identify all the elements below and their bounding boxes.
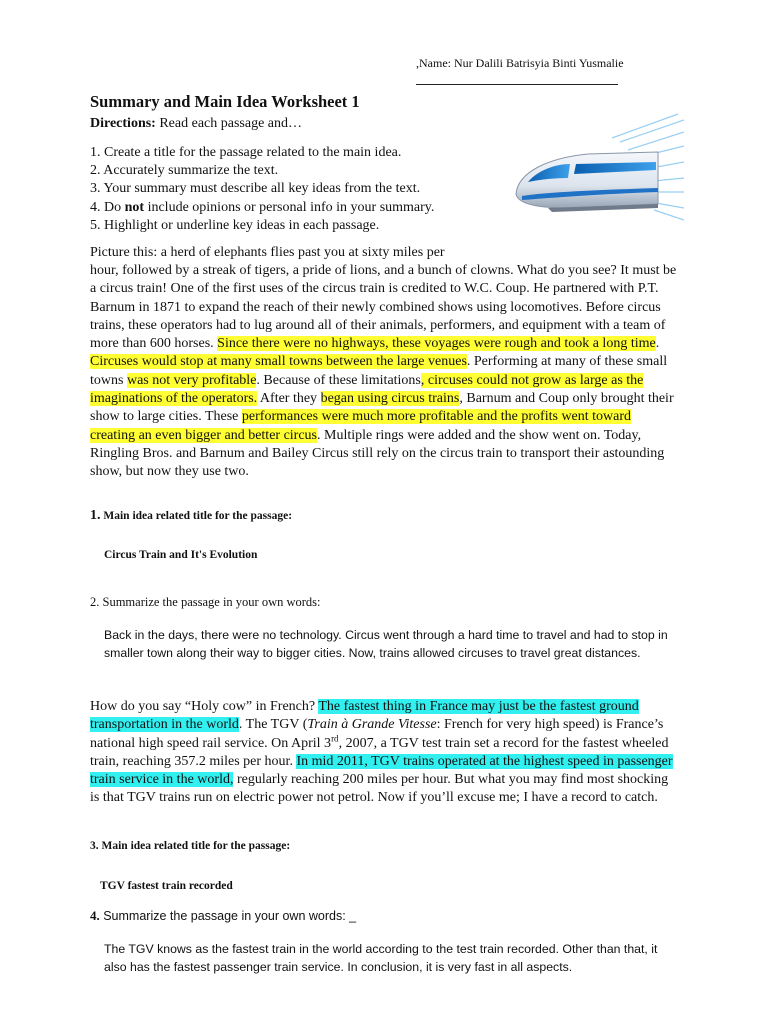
- question-2-answer: Back in the days, there were no technology. Circus went through a hard time to travel and had to stop in smaller town along their way to bigger cities. Now, trains allowed circuses to travel great distances.: [104, 628, 668, 660]
- question-4-answer: The TGV knows as the fastest train in the world according to the test train recorded. Other than that, it also has the fastest passenger train service. In conclusion, it is very fast in all aspects.: [104, 942, 658, 974]
- instruction-step: 5. Highlight or underline key ideas in each passage.: [90, 217, 380, 233]
- name-underline: [416, 84, 618, 85]
- directions-text: Read each passage and…: [155, 116, 303, 131]
- highlight: began using circus trains: [320, 391, 460, 407]
- instruction-list: [90, 144, 434, 235]
- highlight: was not very profitable: [126, 372, 257, 388]
- highlight: The fastest thing in France may just be the fastest ground transportation in the world: [90, 699, 639, 733]
- highlight: In mid 2011, TGV trains operated at the highest speed in passenger train service in the world,: [90, 753, 673, 788]
- question-1-answer: Circus Train and It's Evolution: [104, 549, 258, 561]
- question-4-label: 4. Summarize the passage in your own words: _: [90, 908, 357, 923]
- instruction-step: 1. Create a title for the passage related to the main idea.: [90, 145, 402, 160]
- directions-label: Directions:: [90, 116, 156, 131]
- passage-1: hour, followed by a streak of tigers, a pride of lions, and a bunch of clowns. What do you see? It must be a circus train! One of the first uses of the circus train is credited to W.C. Coup. He partnered with P.T. Barnum in 1871 to expand the reach of their newly combined shows using locomotives. Before circus trains, these operators had to lug around all of their animals, performers, and equipment with a team of more than 600 horses. Since there were no highways, these voyages were rough and took a long time. Circuses would stop at many small towns between the large venues. Performing at many of these small towns was not very profitable. Because of these limitations, circuses could not grow as large as the imaginations of the operators. After they began using circus trains, Barnum and Coup only brought their show to large cities. These performances were much more profitable and the profits went toward creating an even bigger and better circus. Multiple rings were added and the show went on. Today, Ringling Bros. and Barnum and Bailey Circus still rely on the circus train to transport their astounding show, but now they use two.: [90, 263, 677, 480]
- question-1-label: 1. Main idea related title for the passage:: [90, 508, 293, 523]
- instruction-step: 3. Your summary must describe all key ideas from the text.: [90, 181, 421, 197]
- directions: [90, 116, 302, 132]
- highlight: , circuses could not grow as large as the imaginations of the operators.: [90, 372, 644, 407]
- worksheet-title: Summary and Main Idea Worksheet 1: [90, 92, 360, 111]
- instruction-step: 4. Do not include opinions or personal info in your summary.: [90, 199, 435, 215]
- highlight: performances were much more profitable and the profits went toward creating an even bigger and better circus: [90, 409, 632, 443]
- question-2-label: 2. Summarize the passage in your own words:: [90, 595, 321, 609]
- question-3-answer: TGV fastest train recorded: [100, 880, 233, 892]
- passage-2: How do you say “Holy cow” in French? The fastest thing in France may just be the fastest ground transportation in the world. The TGV (Train à Grande Vitesse: French for very high speed) is France’s national high speed rail service. On April 3rd, 2007, a TGV test train set a record for the fastest wheeled train, reaching 357.2 miles per hour. In mid 2011, TGV trains operated at the highest speed in passenger train service in the world, regularly reaching 200 miles per hour. But what you may find most shocking is that TGV trains run on electric power not petrol. Now if you’ll excuse me; I have a record to catch.: [90, 699, 673, 806]
- highlight: Circuses would stop at many small towns between the large venues: [90, 354, 467, 370]
- student-name: ,Name: Nur Dalili Batrisyia Binti Yusmalie: [416, 56, 624, 70]
- passage-1-first-line: Picture this: a herd of elephants flies past you at sixty miles per: [90, 245, 445, 260]
- highlight: Since there were no highways, these voyages were rough and took a long time: [217, 336, 656, 352]
- high-speed-train-icon: [508, 112, 684, 232]
- instruction-step: 2. Accurately summarize the text.: [90, 163, 279, 179]
- question-3-label: 3. Main idea related title for the passage:: [90, 840, 291, 852]
